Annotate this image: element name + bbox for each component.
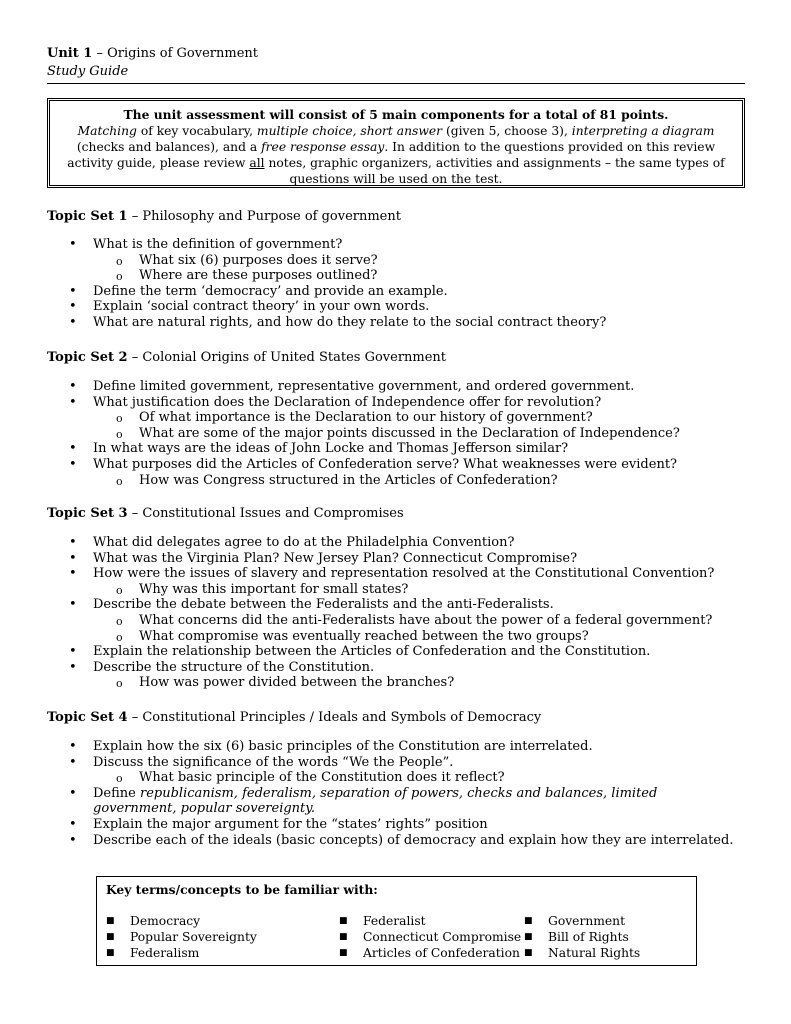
- key-term-item: ■ Articles of Confederation: [339, 945, 520, 961]
- key-term-item: ■ Government: [524, 913, 625, 929]
- question-item: [69, 660, 714, 676]
- question-text: Define limited government, representative government, and ordered government.: [93, 379, 635, 394]
- question-item: [69, 535, 714, 551]
- sub-question: [69, 473, 680, 489]
- question-text: What was the Virginia Plan? New Jersey Plan? Connecticut Compromise?: [93, 550, 578, 566]
- question-text: Explain how the six (6) basic principles of the Constitution are interrelated.: [93, 739, 593, 754]
- question-item: [69, 817, 733, 833]
- question-text: Describe the debate between the Federalists and the anti-Federalists.: [93, 597, 554, 613]
- unit-title: [47, 45, 258, 62]
- question-text: What six (6) purposes does it serve?: [139, 252, 378, 268]
- unit-label: Unit 1: [47, 46, 93, 61]
- question-text: How was Congress structured in the Articles of Confederation?: [139, 472, 558, 488]
- question-text: What basic principle of the Constitution does it reflect?: [139, 770, 505, 786]
- question-text: In what ways are the ideas of John Locke and Thomas Jefferson similar?: [93, 441, 569, 457]
- sub-question: [69, 268, 606, 284]
- question-item: [69, 833, 733, 849]
- topic-label: Topic Set 2: [47, 350, 128, 365]
- header-divider: [47, 83, 745, 84]
- topic-heading: [47, 349, 446, 366]
- question-text: What compromise was eventually reached between the two groups?: [139, 628, 589, 644]
- notice-text-run: (checks and balances), and a: [76, 140, 262, 154]
- question-item: [69, 315, 606, 331]
- question-text: Explain the major argument for the “states’ rights” position: [93, 816, 488, 832]
- notice-text-run: interpreting a diagram: [571, 124, 715, 138]
- topic-label: Topic Set 1: [47, 209, 128, 224]
- sub-question: [69, 426, 680, 442]
- notice-text-run: (given 5, choose 3),: [442, 124, 572, 138]
- question-item: [69, 457, 680, 473]
- question-item: [69, 597, 714, 613]
- assessment-notice-box: [47, 98, 745, 188]
- question-text: What concerns did the anti-Federalists have about the power of a federal government?: [139, 612, 713, 628]
- question-item: [69, 566, 714, 582]
- sub-question: [69, 629, 714, 645]
- topic-question-list: [69, 237, 606, 331]
- topic-heading: [47, 709, 541, 726]
- topic-heading: [47, 505, 404, 522]
- notice-text-run: Matching: [77, 124, 137, 138]
- sub-question: [69, 410, 680, 426]
- question-text: Of what importance is the Declaration to our history of government?: [139, 410, 593, 426]
- key-terms-heading: Key terms/concepts to be familiar with:: [106, 882, 378, 897]
- question-item: [69, 441, 680, 457]
- question-text: What did delegates agree to do at the Philadelphia Convention?: [93, 535, 515, 550]
- question-text: What are natural rights, and how do they relate to the social contract theory?: [93, 314, 607, 330]
- sub-question: [69, 582, 714, 598]
- notice-text-run: notes, graphic organizers, activities and assignments – the same types of questions will be used on the test.: [264, 156, 725, 186]
- assessment-notice-heading: The unit assessment will consist of 5 main components for a total of 81 points.: [123, 107, 669, 122]
- notice-text-run: . In addition to the questions provided on this review activity guide, please review: [67, 140, 716, 170]
- question-item: [69, 755, 733, 771]
- topic-title: – Philosophy and Purpose of government: [127, 209, 401, 224]
- question-item: [69, 379, 680, 395]
- topic-question-list: [69, 379, 680, 488]
- sub-question: [69, 253, 606, 269]
- question-text: What are some of the major points discussed in the Declaration of Independence?: [139, 425, 680, 441]
- notice-text-run: free response essay: [261, 140, 385, 154]
- question-item: [69, 299, 606, 315]
- question-text: Explain ‘social contract theory’ in your own words.: [93, 299, 430, 315]
- question-text: Define the term ‘democracy’ and provide an example.: [93, 283, 448, 299]
- key-term-item: ■ Bill of Rights: [524, 929, 629, 945]
- key-term-item: ■ Popular Sovereignty: [106, 929, 257, 945]
- question-text: What is the definition of government?: [93, 237, 343, 252]
- notice-text-run: all: [249, 156, 265, 170]
- topic-question-list: [69, 739, 733, 848]
- question-text: Discuss the significance of the words “We the People”.: [93, 754, 454, 770]
- key-term-item: ■ Connecticut Compromise: [339, 929, 521, 945]
- question-italic-terms: republicanism, federalism, separation of powers, checks and balances, limited government, popular sovereignty.: [93, 785, 658, 817]
- topic-title: – Constitutional Issues and Compromises: [127, 506, 404, 521]
- question-text: What justification does the Declaration of Independence offer for revolution?: [93, 394, 602, 410]
- topic-label: Topic Set 4: [47, 710, 128, 725]
- question-item: [69, 551, 714, 567]
- topic-title: – Constitutional Principles / Ideals and Symbols of Democracy: [127, 710, 542, 725]
- question-text: How was power divided between the branches?: [139, 675, 455, 691]
- topic-title: – Colonial Origins of United States Government: [127, 350, 447, 365]
- sub-question: [69, 613, 714, 629]
- study-guide-subtitle: Study Guide: [47, 64, 129, 79]
- question-text: Explain the relationship between the Articles of Confederation and the Constitution.: [93, 644, 651, 660]
- key-terms-box: [96, 876, 697, 966]
- sub-question: [69, 675, 714, 691]
- question-text: Define: [93, 785, 140, 801]
- question-text: What purposes did the Articles of Confederation serve? What weaknesses were evident?: [93, 456, 678, 472]
- question-item: [69, 395, 680, 411]
- question-item: [69, 786, 713, 817]
- unit-name: – Origins of Government: [92, 46, 258, 61]
- topic-heading: [47, 208, 401, 225]
- question-text: Where are these purposes outlined?: [139, 268, 378, 284]
- sub-question: [69, 770, 733, 786]
- question-item: [69, 237, 606, 253]
- assessment-notice-body: [67, 124, 724, 186]
- key-term-item: ■ Federalism: [106, 945, 199, 961]
- question-item: [69, 644, 714, 660]
- key-term-item: ■ Democracy: [106, 913, 200, 929]
- question-text: Describe the structure of the Constitution.: [93, 659, 375, 675]
- topic-question-list: [69, 535, 714, 691]
- question-text: Why was this important for small states?: [139, 581, 409, 597]
- topic-label: Topic Set 3: [47, 506, 128, 521]
- question-item: [69, 739, 733, 755]
- question-text: How were the issues of slavery and representation resolved at the Constitutional Convention?: [93, 566, 715, 582]
- key-term-item: ■ Federalist: [339, 913, 426, 929]
- notice-text-run: multiple choice, short answer: [256, 124, 443, 138]
- question-item: [69, 284, 606, 300]
- question-text: Describe each of the ideals (basic concepts) of democracy and explain how they are interrelated.: [93, 832, 734, 848]
- key-term-item: ■ Natural Rights: [524, 945, 640, 961]
- notice-text-run: of key vocabulary,: [136, 124, 257, 138]
- assessment-notice-text: [54, 107, 738, 187]
